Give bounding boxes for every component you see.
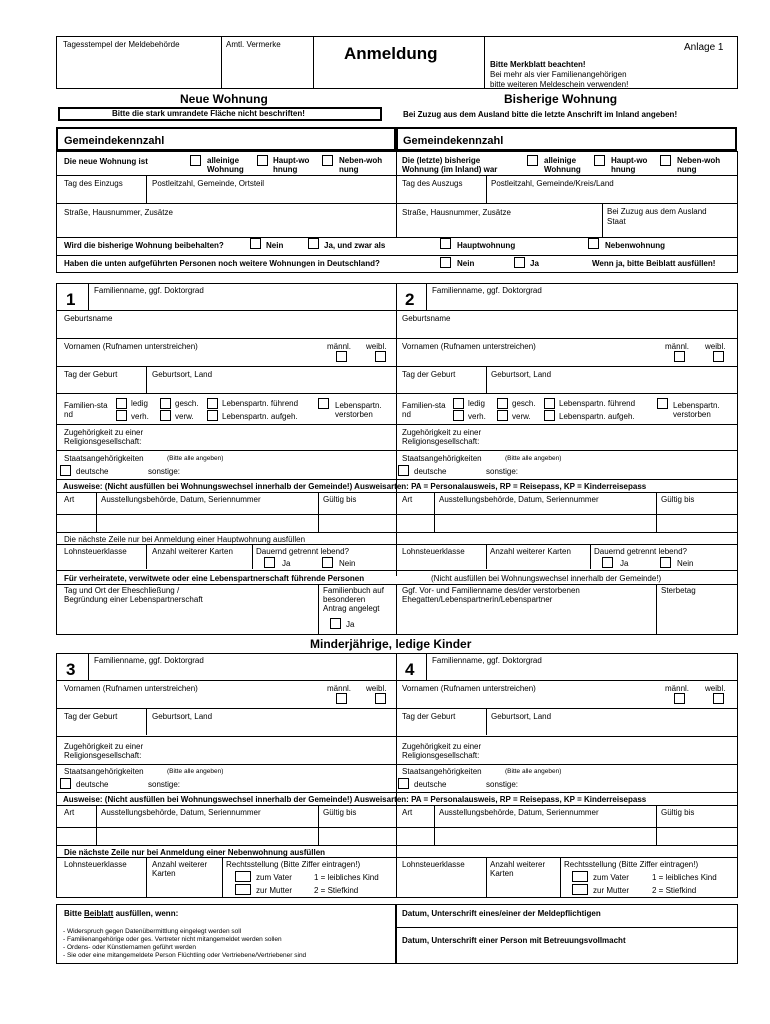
marriage-label-2: Begründung einer Lebenspartnerschaft [64,595,203,604]
person-4-female-checkbox[interactable] [713,693,724,704]
supplement-item-4: - Sie oder eine mitangemeldete Person Flüchtling oder Vertriebene/Vertriebener sind [63,952,307,959]
keep-secondary-label: Nebenwohnung [605,241,665,250]
prev-sole-checkbox[interactable] [527,155,538,166]
person-2-id-valid-label: Gültig bis [661,495,695,504]
abroad-note: Bei Zuzug aus dem Ausland bitte die letzte Anschrift im Inland angeben! [403,110,678,119]
annex-label: Anlage 1 [684,42,724,53]
person-1-nationality-label: Staatsangehörigkeiten [64,454,144,463]
person-2-lp-dead-label: Lebenspartn. [673,401,720,410]
person-2-lp-leading-checkbox[interactable] [544,398,555,409]
spouse-label-2: Ehegatten/Lebenspartnerin/Lebenspartner [402,595,553,604]
minors-title: Minderjährige, ledige Kinder [310,637,472,651]
person-4-mother-label: zur Mutter [593,886,630,895]
person-3-father-label: zum Vater [256,873,292,882]
new-secondary-checkbox[interactable] [322,155,333,166]
person-4-male-label: männl. [665,684,690,693]
prev-sole-label-2: Wohnung [544,165,581,174]
person-1-widowed-checkbox[interactable] [160,410,171,421]
person-2-male-checkbox[interactable] [674,351,685,362]
page-title: Anmeldung [344,44,438,63]
new-main-checkbox[interactable] [257,155,268,166]
person-1-single-label: ledig [131,399,148,408]
stamp-label: Tagesstempel der Meldebehörde [63,40,180,49]
person-4-id-valid-label: Gültig bis [661,808,695,817]
person-2-divorced-checkbox[interactable] [497,398,508,409]
family-book-label-2: besonderen [323,595,366,604]
prev-secondary-label-2: nung [677,165,697,174]
person-2-separated-yes-label: Ja [620,559,629,568]
person-3-mother-field[interactable] [235,884,251,895]
person-3-number: 3 [66,660,76,679]
person-1-male-checkbox[interactable] [336,351,347,362]
person-2-other-nat-label: sonstige: [486,467,519,476]
person-4-mother-field[interactable] [572,884,588,895]
person-2-german-label: deutsche [414,467,447,476]
person-2-lp-dead-label-2: verstorben [673,410,711,419]
person-1-religion-label-2: Religionsgesellschaft: [64,437,142,446]
person-3-id-valid-label: Gültig bis [323,808,357,817]
person-1-number: 1 [66,290,76,309]
person-1-separated-no-checkbox[interactable] [322,557,333,568]
supplement-title: Bitte Beiblatt ausfüllen, wenn: [64,909,179,918]
person-3-id-issuer-label: Ausstellungsbehörde, Datum, Seriennummer [101,808,261,817]
person-3-nationality-label: Staatsangehörigkeiten [64,767,144,776]
person-1-married-label: verh. [131,412,149,421]
other-flats-question: Haben die unten aufgeführten Personen noch weitere Wohnungen in Deutschland? [64,259,380,268]
person-3-male-checkbox[interactable] [336,693,347,704]
person-2-separated-label: Dauernd getrennt lebend? [594,547,687,556]
ids-note-2: Ausweise: (Nicht ausfüllen bei Wohnungswechsel innerhalb der Gemeinde!) Ausweisarten: PA = Personalausweis, RP = Reisepass, KP = Kinderreisepass [63,795,647,804]
person-2-female-checkbox[interactable] [713,351,724,362]
person-2-number: 2 [405,290,415,309]
person-2-separated-no-checkbox[interactable] [660,557,671,568]
keep-no-checkbox[interactable] [250,238,261,249]
person-3-step-label: 2 = Stiefkind [314,886,359,895]
person-4-id-type-label: Art [402,808,413,817]
person-4-other-nat-label: sonstige: [486,780,519,789]
person-4-first-names-label: Vornamen (Rufnamen unterstreichen) [402,684,536,693]
person-2-separated-yes-checkbox[interactable] [602,557,613,568]
family-book-label-3: Antrag angelegt [323,604,380,613]
person-2-lp-dead-checkbox[interactable] [657,398,668,409]
person-1-nationality-hint: (Bitte alle angeben) [167,455,224,462]
person-4-german-label: deutsche [414,780,447,789]
other-no-label: Nein [457,259,475,268]
person-2-single-checkbox[interactable] [453,398,464,409]
person-2-single-label: ledig [468,399,485,408]
person-4-birth-place-label: Geburtsort, Land [491,712,552,721]
person-4-number: 4 [405,660,415,679]
person-1-male-label: männl. [327,342,352,351]
person-1-tax-class-label: Lohnsteuerklasse [64,547,127,556]
supplement-item-1: - Widerspruch gegen Datenübermittlung eingelegt werden soll [63,928,242,935]
person-2-german-checkbox[interactable] [398,465,409,476]
family-book-label: Familienbuch auf [323,586,384,595]
person-1-id-valid-label: Gültig bis [323,495,357,504]
new-secondary-label-2: nung [339,165,359,174]
person-3-father-field[interactable] [235,871,251,882]
note-line-1: Bei mehr als vier Familienangehörigen [490,70,627,79]
person-4-male-checkbox[interactable] [674,693,685,704]
keep-secondary-checkbox[interactable] [588,238,599,249]
married-note-2: (Nicht ausfüllen bei Wohnungswechsel innerhalb der Gemeinde!) [431,574,662,583]
other-yes-checkbox[interactable] [514,257,525,268]
person-1-german-checkbox[interactable] [60,465,71,476]
main-row-note: Die nächste Zeile nur bei Anmeldung einer Hauptwohnung ausfüllen [64,535,306,544]
person-2-female-label: weibl. [705,342,726,351]
person-3-family-name-label: Familienname, ggf. Doktorgrad [94,656,204,665]
person-1-separated-yes-checkbox[interactable] [264,557,275,568]
keep-no-label: Nein [266,241,284,250]
new-sole-label-2: Wohnung [207,165,244,174]
signature-registrant-label: Datum, Unterschrift eines/einer der Meldepflichtigen [402,909,601,918]
person-2-lp-dissolved-checkbox[interactable] [544,410,555,421]
move-out-date-label: Tag des Auszugs [402,179,463,188]
person-2-nationality-hint: (Bitte alle angeben) [505,455,562,462]
married-note: Für verheiratete, verwitwete oder eine Lebenspartnerschaft führende Personen [64,574,365,583]
person-4-nationality-label: Staatsangehörigkeiten [402,767,482,776]
prev-secondary-label: Neben-woh [677,156,721,165]
abroad-state-label-2: Staat [607,217,626,226]
person-3-mother-label: zur Mutter [256,886,293,895]
family-book-yes-checkbox[interactable] [330,618,341,629]
new-flat-is-label: Die neue Wohnung ist [64,157,148,166]
person-3-first-names-label: Vornamen (Rufnamen unterstreichen) [64,684,198,693]
person-2-tax-class-label: Lohnsteuerklasse [402,547,465,556]
person-1-other-nat-label: sonstige: [148,467,181,476]
person-1-separated-label: Dauernd getrennt lebend? [256,547,349,556]
person-1-lp-leading-label: Lebenspartn. führend [222,399,299,408]
person-4-more-cards-label: Anzahl weiterer [490,860,546,869]
person-2-married-label: verh. [468,412,486,421]
person-2-first-names-label: Vornamen (Rufnamen unterstreichen) [402,342,536,351]
person-4-german-checkbox[interactable] [398,778,409,789]
marriage-label: Tag und Ort der Eheschließung / [64,586,180,595]
person-3-male-label: männl. [327,684,352,693]
note-line-2: bitte weiteren Meldeschein verwenden! [490,80,629,89]
prev-flat-title: Bisherige Wohnung [504,92,618,106]
new-sole-checkbox[interactable] [190,155,201,166]
person-2-widowed-checkbox[interactable] [497,410,508,421]
prev-postal-label: Postleitzahl, Gemeinde/Kreis/Land [491,179,614,188]
person-1-family-name-label: Familienname, ggf. Doktorgrad [94,286,204,295]
person-1-divorced-label: gesch. [175,399,199,408]
person-2-fam-status-label-2: nd [402,410,411,419]
keep-yes-label: Ja, und zwar als [324,241,386,250]
person-2-separated-no-label: Nein [677,559,694,568]
ids-note-1: Ausweise: (Nicht ausfüllen bei Wohnungswechsel innerhalb der Gemeinde!) Ausweisarten: PA = Personalausweis, RP = Reisepass, KP = Kinderreisepass [63,482,647,491]
person-1-separated-no-label: Nein [339,559,356,568]
person-1-lp-dead-label-2: verstorben [335,410,373,419]
person-1-separated-yes-label: Ja [282,559,291,568]
prev-main-label-2: hnung [611,165,636,174]
person-3-more-cards-label-2: Karten [152,869,176,878]
new-postal-label: Postleitzahl, Gemeinde, Ortsteil [152,179,265,188]
death-date-label: Sterbetag [661,586,696,595]
new-flat-title: Neue Wohnung [180,92,268,106]
person-3-german-label: deutsche [76,780,109,789]
person-4-religion-label: Zugehörigkeit zu einer [402,742,482,751]
person-2-nationality-label: Staatsangehörigkeiten [402,454,482,463]
person-3-other-nat-label: sonstige: [148,780,181,789]
family-book-yes-label: Ja [346,620,355,629]
note-bold: Bitte Merkblatt beachten! [490,60,586,69]
supplement-item-2: - Familienangehörige oder ges. Vertreter nicht mitangemeldet werden sollen [63,936,282,943]
person-1-widowed-label: verw. [175,412,194,421]
move-in-date-label: Tag des Einzugs [64,179,123,188]
person-3-german-checkbox[interactable] [60,778,71,789]
spouse-label: Ggf. Vor- und Familienname des/der verstorbenen [402,586,580,595]
person-2-birth-name-label: Geburtsname [402,314,451,323]
person-4-natural-label: 1 = leibliches Kind [652,873,717,882]
keep-main-checkbox[interactable] [440,238,451,249]
person-3-birth-date-label: Tag der Geburt [64,712,118,721]
person-3-female-label: weibl. [366,684,387,693]
person-1-married-checkbox[interactable] [116,410,127,421]
person-1-birth-place-label: Geburtsort, Land [152,370,213,379]
official-label: Amtl. Vermerke [226,40,281,49]
person-1-id-issuer-label: Ausstellungsbehörde, Datum, Seriennummer [101,495,261,504]
abroad-state-label-1: Bei Zuzug aus dem Ausland [607,207,707,216]
person-1-female-label: weibl. [366,342,387,351]
person-4-religion-label-2: Religionsgesellschaft: [402,751,480,760]
person-3-more-cards-label: Anzahl weiterer [152,860,208,869]
other-yes-label: Ja [530,259,539,268]
person-2-family-name-label: Familienname, ggf. Doktorgrad [432,286,542,295]
person-2-more-cards-label: Anzahl weiterer Karten [490,547,571,556]
prev-flat-was-label-1: Die (letzte) bisherige [402,156,481,165]
person-1-lp-leading-checkbox[interactable] [207,398,218,409]
new-sole-label: alleinige [207,156,240,165]
keep-yes-checkbox[interactable] [308,238,319,249]
secondary-row-note: Die nächste Zeile nur bei Anmeldung einer Nebenwohnung ausfüllen [64,848,326,857]
person-4-nationality-hint: (Bitte alle angeben) [505,768,562,775]
person-1-id-type-label: Art [64,495,75,504]
signature-care-label: Datum, Unterschrift einer Person mit Betreuungsvollmacht [402,936,626,945]
person-2-divorced-label: gesch. [512,399,536,408]
new-street-label: Straße, Hausnummer, Zusätze [64,208,173,217]
person-4-legal-status-label: Rechtsstellung (Bitte Ziffer eintragen!) [564,860,699,869]
person-3-religion-label-2: Religionsgesellschaft: [64,751,142,760]
person-4-father-label: zum Vater [593,873,629,882]
person-4-tax-class-label: Lohnsteuerklasse [402,860,465,869]
person-2-fam-status-label: Familien-sta [402,401,446,410]
keep-question: Wird die bisherige Wohnung beibehalten? [64,241,224,250]
person-3-id-type-label: Art [64,808,75,817]
person-1-single-checkbox[interactable] [116,398,127,409]
warning-text: Bitte die stark umrandete Fläche nicht beschriften! [112,109,305,118]
person-1-lp-dissolved-label: Lebenspartn. aufgeh. [222,412,298,421]
person-2-lp-leading-label: Lebenspartn. führend [559,399,636,408]
person-4-father-field[interactable] [572,871,588,882]
person-4-birth-date-label: Tag der Geburt [402,712,456,721]
person-3-birth-place-label: Geburtsort, Land [152,712,213,721]
person-2-married-checkbox[interactable] [453,410,464,421]
person-4-family-name-label: Familienname, ggf. Doktorgrad [432,656,542,665]
person-3-tax-class-label: Lohnsteuerklasse [64,860,127,869]
person-4-id-issuer-label: Ausstellungsbehörde, Datum, Seriennummer [439,808,599,817]
person-2-id-issuer-label: Ausstellungsbehörde, Datum, Seriennummer [439,495,599,504]
other-hint: Wenn ja, bitte Beiblatt ausfüllen! [592,259,716,268]
person-2-id-type-label: Art [402,495,413,504]
person-1-birth-date-label: Tag der Geburt [64,370,118,379]
person-2-religion-label: Zugehörigkeit zu einer [402,428,482,437]
person-4-step-label: 2 = Stiefkind [652,886,697,895]
prev-main-checkbox[interactable] [594,155,605,166]
person-3-religion-label: Zugehörigkeit zu einer [64,742,144,751]
person-2-birth-date-label: Tag der Geburt [402,370,456,379]
keep-main-label: Hauptwohnung [457,241,516,250]
person-1-more-cards-label: Anzahl weiterer Karten [152,547,233,556]
person-1-lp-dissolved-checkbox[interactable] [207,410,218,421]
person-1-lp-dead-checkbox[interactable] [318,398,329,409]
person-4-female-label: weibl. [705,684,726,693]
person-3-female-checkbox[interactable] [375,693,386,704]
prev-flat-was-label-2: Wohnung (im Inland) war [402,165,498,174]
community-code-prev-label: Gemeindekennzahl [403,135,504,147]
person-2-widowed-label: verw. [512,412,531,421]
person-1-fam-status-label-2: nd [64,410,73,419]
supplement-item-3: - Ordens- oder Künstlernamen geführt werden [63,944,196,951]
new-main-label: Haupt-wo [273,156,310,165]
other-no-checkbox[interactable] [440,257,451,268]
person-1-german-label: deutsche [76,467,109,476]
person-3-natural-label: 1 = leibliches Kind [314,873,379,882]
prev-street-label: Straße, Hausnummer, Zusätze [402,208,511,217]
prev-main-label: Haupt-wo [611,156,648,165]
person-4-more-cards-label-2: Karten [490,869,514,878]
person-1-religion-label: Zugehörigkeit zu einer [64,428,144,437]
person-1-female-checkbox[interactable] [375,351,386,362]
person-1-divorced-checkbox[interactable] [160,398,171,409]
person-3-legal-status-label: Rechtsstellung (Bitte Ziffer eintragen!) [226,860,361,869]
person-2-lp-dissolved-label: Lebenspartn. aufgeh. [559,412,635,421]
person-1-lp-dead-label: Lebenspartn. [335,401,382,410]
person-2-birth-place-label: Geburtsort, Land [491,370,552,379]
community-code-new-label: Gemeindekennzahl [64,135,165,147]
prev-sole-label: alleinige [544,156,577,165]
new-main-label-2: hnung [273,165,298,174]
prev-secondary-checkbox[interactable] [660,155,671,166]
person-1-fam-status-label: Familien-sta [64,401,108,410]
person-1-birth-name-label: Geburtsname [64,314,113,323]
person-2-religion-label-2: Religionsgesellschaft: [402,437,480,446]
person-1-first-names-label: Vornamen (Rufnamen unterstreichen) [64,342,198,351]
person-3-nationality-hint: (Bitte alle angeben) [167,768,224,775]
person-2-male-label: männl. [665,342,690,351]
new-secondary-label: Neben-woh [339,156,383,165]
